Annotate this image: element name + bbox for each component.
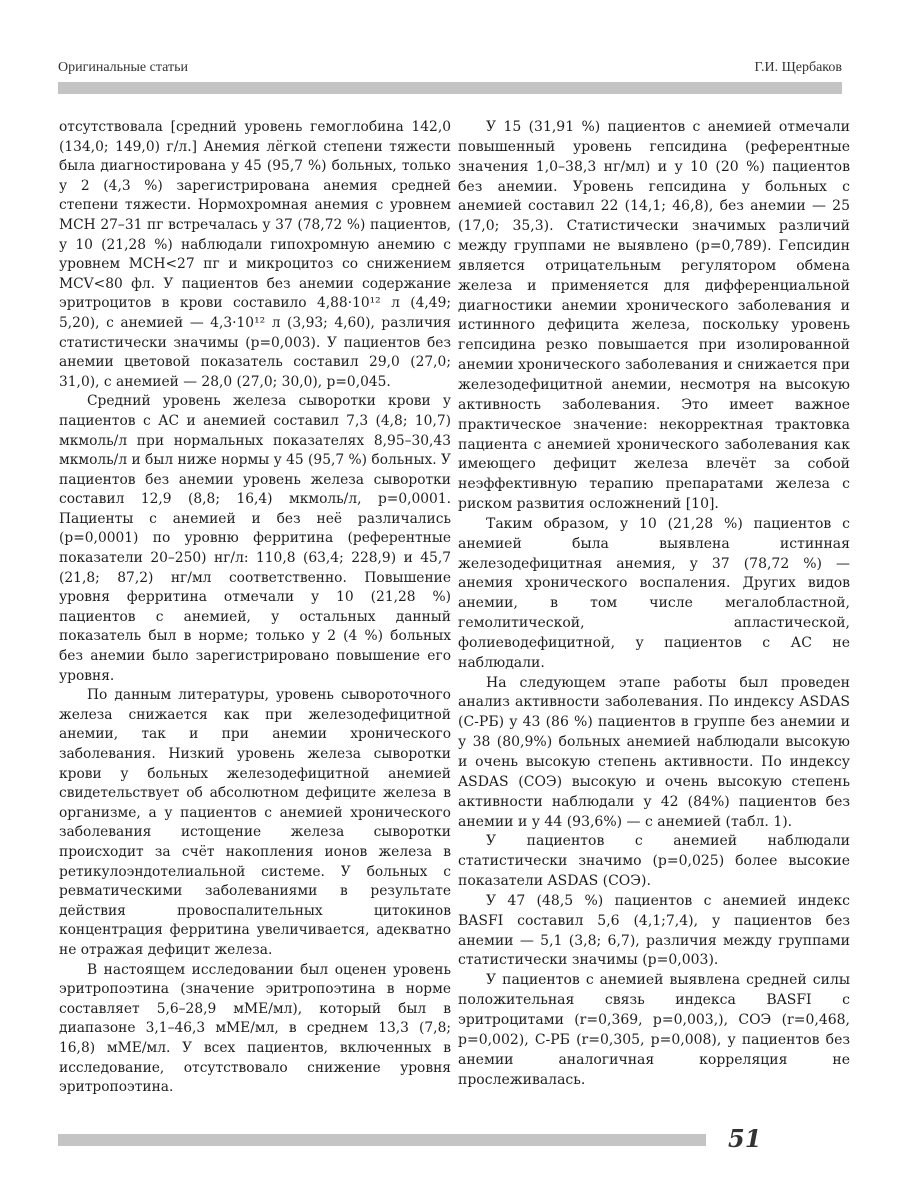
paragraph: отсутствовала [средний уровень гемоглобина 142,0 (134,0; 149,0) г/л.] Анемия лёгкой степени тяжести была диагностирована у 45 (95,7 %) больных, только у 2 (4,3 %) зарегистрирована анемия средней степени тяжести. Нормохромная анемия с уровнем MCH 27–31 пг встречалась у 37 (78,72 %) пациентов, у 10 (21,28 %) наблюдали гипохромную анемию с уровнем MCH<27 пг и микроцитоз со снижением MCV<80 фл. У пациентов без анемии содержание эритроцитов в крови составило 4,88·10¹² л (4,49; 5,20), с анемией — 4,3·10¹² л (3,93; 4,60), различия статистически значимы (p=0,003). У пациентов без анемии цветовой показатель составил 29,0 (27,0; 31,0), с анемией — 28,0 (27,0; 30,0), p=0,045.: [59, 119, 451, 390]
paragraph: У 47 (48,5 %) пациентов с анемией индекс BASFI составил 5,6 (4,1;7,4), у пациентов без анемии — 5,1 (3,8; 6,7), различия между группами статистически значимы (p=0,003).: [458, 892, 850, 969]
paragraph: У пациентов с анемией выявлена средней силы положительная связь индекса BASFI с эритроцитами (r=0,369, p=0,003,), СОЭ (r=0,468, p=0,002), С-РБ (r=0,305, p=0,008), у пациентов без анемии аналогичная корреляция не прослеживалась.: [458, 972, 850, 1088]
paragraph: В настоящем исследовании был оценен уровень эритропоэтина (значение эритропоэтина в норме составляет 5,6–28,9 мМЕ/мл), который был в диапазоне 3,1–46,3 мМЕ/мл, в среднем 13,3 (7,8; 16,8) мМЕ/мл. У всех пациентов, включенных в исследование, отсутствовало снижение уровня эритропоэтина.: [59, 961, 451, 1096]
paragraph: Средний уровень железа сыворотки крови у пациентов с АС и анемией составил 7,3 (4,8; 10,7) мкмоль/л при нормальных показателях 8,95–30,43 мкмоль/л и был ниже нормы у 45 (95,7 %) больных. У пациентов без анемии уровень железа сыворотки составил 12,9 (8,8; 16,4) мкмоль/л, p=0,0001. Пациенты с анемией и без неё различались (p=0,0001) по уровню ферритина (референтные показатели 20–250) нг/л: 110,8 (63,4; 228,9) и 45,7 (21,8; 87,2) нг/мл соответственно. Повышение уровня ферритина отмечали у 10 (21,28 %) пациентов с анемией, у остальных данный показатель был в норме; только у 2 (4 %) больных без анемии было зарегистрировано повышение его уровня.: [59, 393, 451, 684]
footer-rule: [58, 1134, 706, 1146]
running-header: [58, 58, 842, 80]
left-column: [59, 118, 451, 1098]
page-number: 51: [728, 1124, 762, 1153]
paragraph: На следующем этапе работы был проведен анализ активности заболевания. По индексу ASDAS (С-РБ) у 43 (86 %) пациентов в группе без анемии и у 38 (80,9%) больных анемией наблюдали высокую и очень высокую степень активности. По индексу ASDAS (СОЭ) высокую и очень высокую степень активности наблюдали у 42 (84%) пациентов без анемии и у 44 (93,6%) — с анемией (табл. 1).: [458, 674, 850, 830]
right-column: [458, 118, 850, 1090]
paragraph: Таким образом, у 10 (21,28 %) пациентов с анемией была выявлена истинная железодефицитная анемия, у 37 (78,72 %) — анемия хронического воспаления. Других видов анемии, в том числе мегалобластной, гемолитической, апластической, фолиеводефицитной, у пациентов с АС не наблюдали.: [458, 515, 850, 671]
paragraph: По данным литературы, уровень сывороточного железа снижается как при железодефицитной анемии, так и при анемии хронического заболевания. Низкий уровень железа сыворотки крови у больных железодефицитной анемией свидетельствует об абсолютном дефиците железа в организме, а у пациентов с анемией хронического заболевания истощение железа сыворотки происходит за счёт накопления ионов железа в ретикулоэндотелиальной системе. У больных с ревматическими заболеваниями в результате действия провоспалительных цитокинов концентрация ферритина увеличивается, адекватно не отражая дефицит железа.: [59, 687, 451, 958]
section-title: Оригинальные статьи: [58, 60, 188, 75]
paragraph: У пациентов с анемией наблюдали статистически значимо (p=0,025) более высокие показатели ASDAS (СОЭ).: [458, 833, 850, 890]
paragraph: У 15 (31,91 %) пациентов с анемией отмечали повышенный уровень гепсидина (референтные значения 1,0–38,3 нг/мл) и у 10 (20 %) пациентов без анемии. Уровень гепсидина у больных с анемией составил 22 (14,1; 46,8), без анемии — 25 (17,0; 35,3). Статистически значимых различий между группами не выявлено (p=0,789). Гепсидин является отрицательным регулятором обмена железа и применяется для дифференциальной диагностики анемии хронического заболевания и истинного дефицита железа, поскольку уровень гепсидина резко повышается при изолированной анемии хронического заболевания и снижается при железодефицитной анемии, несмотря на высокую активность заболевания. Это имеет важное практическое значение: некорректная трактовка пациента с анемией хронического заболевания как имеющего дефицит железа влечёт за собой неэффективную терапию препаратами железа с риском развития осложнений [10].: [458, 119, 850, 513]
author-name: Г.И. Щербаков: [754, 60, 842, 75]
header-rule: [58, 82, 842, 94]
